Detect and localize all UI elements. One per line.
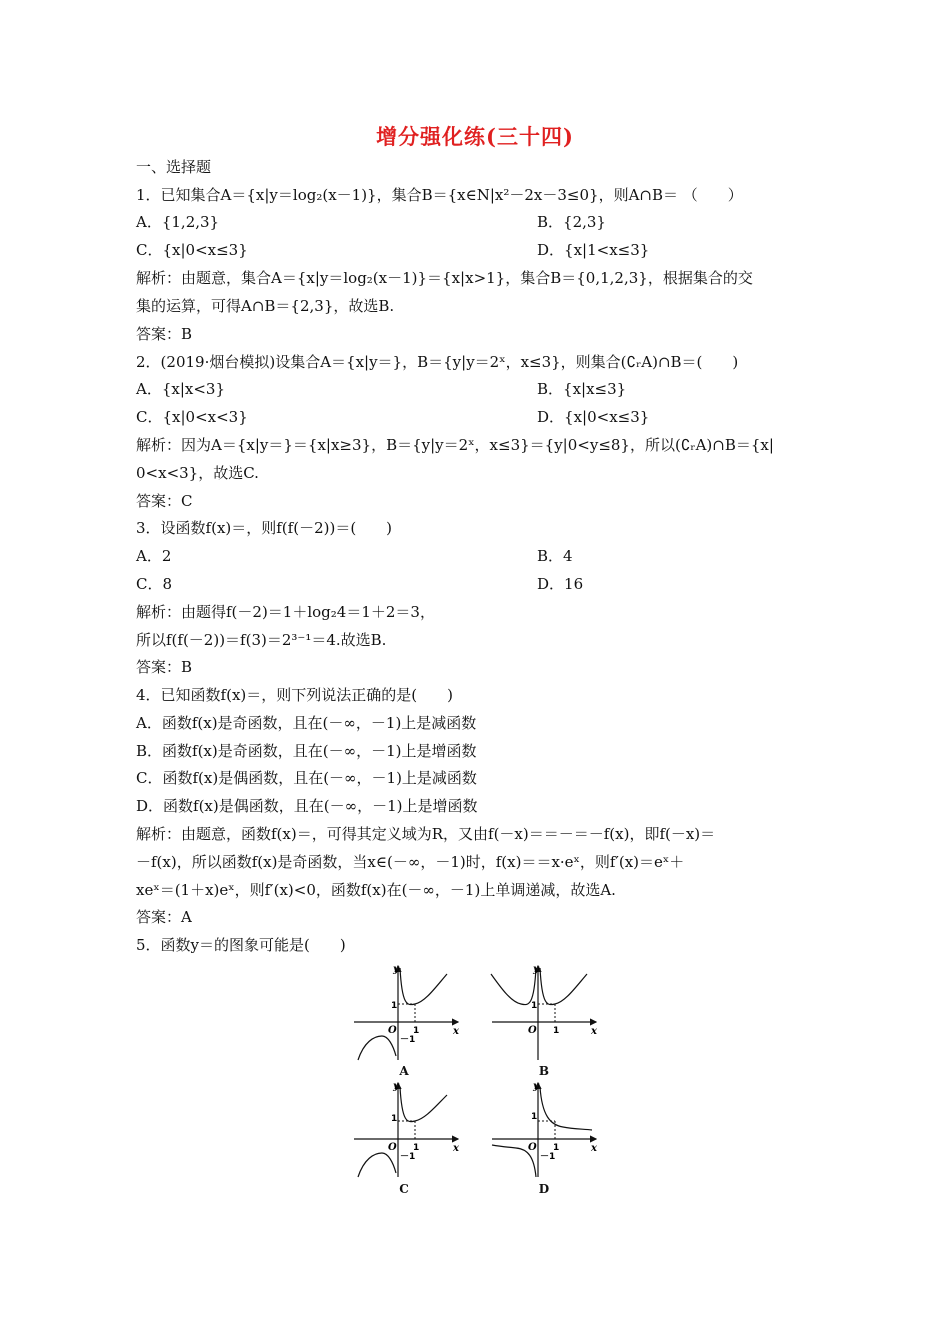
q1-option-a: A．{1,2,3}: [136, 213, 220, 231]
page-title: 增分强化练(三十四): [376, 124, 574, 149]
q4-solution-line-2: －f(x)，所以函数f(x)是奇函数，当x∈(－∞，－1)时，f(x)＝＝x·eˣ，则f′(x)＝eˣ＋: [136, 853, 685, 871]
tick-1-x: 1: [553, 1143, 560, 1153]
q3-stem: 3．设函数f(x)＝，则f(f(－2))＝( ): [136, 519, 393, 537]
graph-d-caption: D: [538, 1182, 550, 1196]
x-label: x: [591, 1026, 597, 1037]
origin-label: O: [388, 1142, 397, 1153]
x-label: x: [453, 1143, 459, 1154]
tick-neg-1: －1: [400, 1152, 416, 1162]
origin-label: O: [388, 1025, 397, 1036]
graph-b: [488, 960, 603, 1065]
tick-1-y: 1: [391, 1114, 398, 1124]
x-label: x: [453, 1026, 459, 1037]
q4-option-c: C．函数f(x)是偶函数，且在(－∞，－1)上是减函数: [136, 769, 477, 787]
q4-solution-line-1: 解析：由题意，函数f(x)＝，可得其定义域为R，又由f(－x)＝＝－＝－f(x)，即f(－x)＝: [136, 825, 716, 843]
graph-c-caption: C: [399, 1182, 409, 1196]
curve-right: [540, 1087, 592, 1130]
curve-left: [358, 1036, 396, 1060]
section-heading: 一、选择题: [136, 158, 212, 176]
curve-right: [400, 1087, 447, 1122]
curve-left: [491, 968, 536, 1005]
tick-1-y: 1: [531, 1001, 538, 1011]
y-label: y: [393, 964, 399, 975]
curve-left: [358, 1153, 396, 1177]
tick-1-y: 1: [391, 1001, 398, 1011]
q1-option-b: B．{2,3}: [537, 213, 606, 231]
curve-right: [400, 968, 447, 1005]
q3-option-c: C．8: [136, 575, 173, 593]
q2-answer: 答案：C: [136, 492, 193, 510]
q2-solution-line-2: 0<x<3}，故选C.: [136, 464, 259, 482]
q5-stem: 5．函数y＝的图象可能是( ): [136, 936, 346, 954]
q4-solution-line-3: xeˣ＝(1＋x)eˣ，则f′(x)<0，函数f(x)在(－∞，－1)上单调递减，故选A.: [136, 881, 616, 899]
q3-option-a: A．2: [136, 547, 172, 565]
q1-stem: 1．已知集合A＝{x|y＝log₂(x－1)}，集合B＝{x∈N|x²－2x－3≤0}，则A∩B＝ （ ）: [136, 186, 743, 204]
graph-b-caption: B: [538, 1064, 550, 1078]
q2-option-a: A．{x|x<3}: [136, 380, 226, 398]
q4-option-a: A．函数f(x)是奇函数，且在(－∞，－1)上是减函数: [136, 714, 477, 732]
q3-answer: 答案：B: [136, 658, 193, 676]
tick-1-x: 1: [413, 1143, 420, 1153]
origin-label: O: [528, 1025, 537, 1036]
q1-option-d: D．{x|1<x≤3}: [537, 241, 650, 259]
tick-1-x: 1: [553, 1026, 560, 1036]
q4-option-b: B．函数f(x)是奇函数，且在(－∞，－1)上是增函数: [136, 742, 477, 760]
q3-solution-line-1: 解析：由题得f(－2)＝1＋log₂4＝1＋2＝3，: [136, 603, 435, 621]
q2-solution-line-1: 解析：因为A＝{x|y＝}＝{x|x≥3}，B＝{y|y＝2ˣ，x≤3}＝{y|0<y≤8}，所以(∁ᵣA)∩B＝{x|: [136, 436, 774, 454]
q2-option-b: B．{x|x≤3}: [537, 380, 627, 398]
tick-1-y: 1: [531, 1112, 538, 1122]
q4-stem: 4．已知函数f(x)＝，则下列说法正确的是( ): [136, 686, 453, 704]
graph-a-caption: A: [399, 1064, 409, 1078]
tick-neg-1: －1: [400, 1035, 416, 1045]
q4-option-d: D．函数f(x)是偶函数，且在(－∞，－1)上是增函数: [136, 797, 478, 815]
q2-option-d: D．{x|0<x≤3}: [537, 408, 650, 426]
q3-solution-line-2: 所以f(f(－2))＝f(3)＝2³⁻¹＝4.故选B.: [136, 631, 387, 649]
q1-solution-line-2: 集的运算，可得A∩B＝{2,3}，故选B.: [136, 297, 395, 315]
q1-option-c: C．{x|0<x≤3}: [136, 241, 248, 259]
graph-d: [488, 1077, 603, 1182]
y-label: y: [393, 1081, 399, 1092]
q1-answer: 答案：B: [136, 325, 193, 343]
q3-option-d: D．16: [537, 575, 584, 593]
curve-right: [540, 968, 587, 1005]
q2-stem: 2．(2019·烟台模拟)设集合A＝{x|y＝}，B＝{y|y＝2ˣ，x≤3}，则集合(∁ᵣA)∩B＝( ): [136, 353, 739, 371]
origin-label: O: [528, 1142, 537, 1153]
y-label: y: [533, 964, 539, 975]
tick-1-x: 1: [413, 1026, 420, 1036]
x-label: x: [591, 1143, 597, 1154]
q4-answer: 答案：A: [136, 908, 192, 926]
y-label: y: [533, 1081, 539, 1092]
q3-option-b: B．4: [537, 547, 573, 565]
graph-a: [350, 960, 465, 1065]
q1-solution-line-1: 解析：由题意，集合A＝{x|y＝log₂(x－1)}＝{x|x>1}，集合B＝{0,1,2,3}，根据集合的交: [136, 269, 753, 287]
tick-neg-1: －1: [540, 1152, 556, 1162]
graph-c: [350, 1077, 465, 1182]
q2-option-c: C．{x|0<x<3}: [136, 408, 248, 426]
